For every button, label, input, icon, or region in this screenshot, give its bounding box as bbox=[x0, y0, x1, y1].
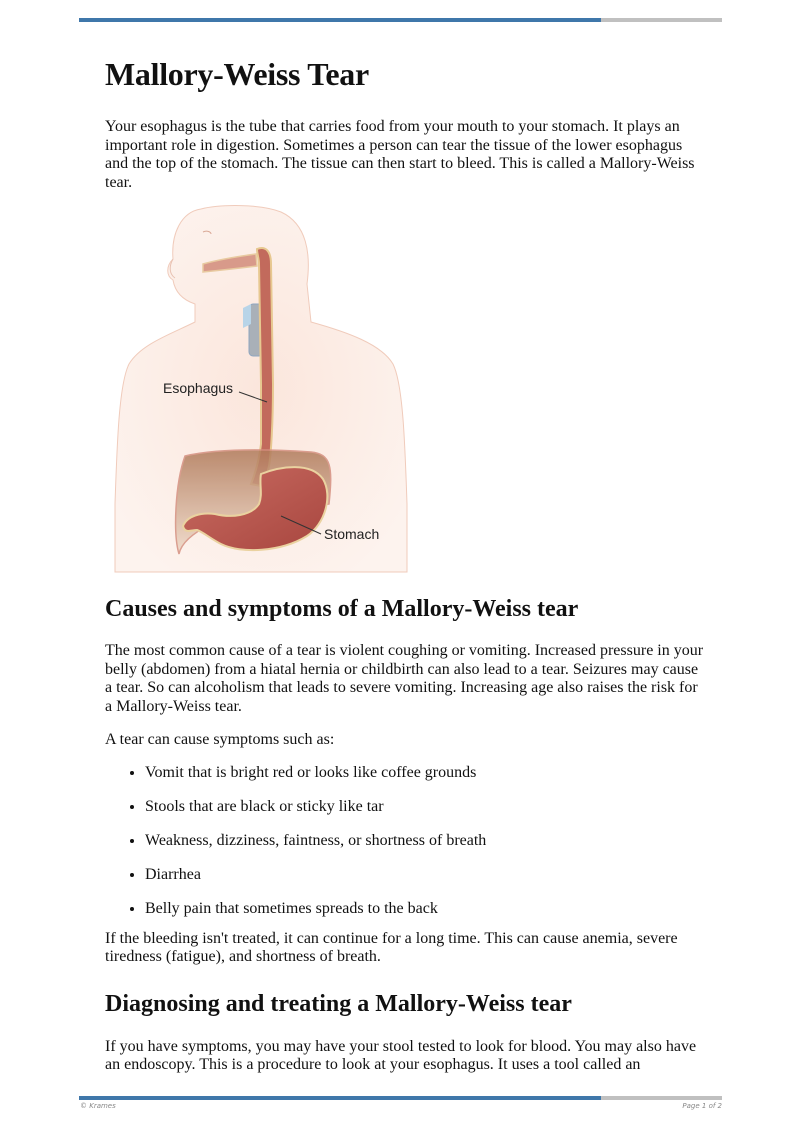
footer-progress-bar bbox=[79, 1096, 722, 1100]
list-item: • Diarrhea bbox=[145, 866, 705, 885]
list-item: • Vomit that is bright red or looks like coffee grounds bbox=[145, 764, 705, 783]
symptoms-list bbox=[105, 764, 705, 919]
page-title: Mallory-Weiss Tear bbox=[105, 56, 369, 92]
stomach-label: Stomach bbox=[324, 526, 380, 542]
anatomy-image bbox=[111, 204, 411, 574]
progress-remaining bbox=[601, 18, 722, 22]
list-item: • Belly pain that sometimes spreads to the back bbox=[145, 900, 705, 919]
section-heading-causes: Causes and symptoms of a Mallory-Weiss tear bbox=[105, 596, 579, 622]
bleeding-paragraph: If the bleeding isn't treated, it can continue for a long time. This can cause anemia, severe tiredness (fatigue), and shortness of breath. bbox=[105, 929, 678, 965]
progress-filled bbox=[79, 18, 601, 22]
progress-remaining bbox=[601, 1096, 722, 1100]
esophagus-label: Esophagus bbox=[163, 380, 234, 396]
list-item: • Weakness, dizziness, faintness, or shortness of breath bbox=[145, 832, 705, 851]
causes-paragraph: The most common cause of a tear is violent coughing or vomiting. Increased pressure in your belly (abdomen) from a hiatal hernia or childbirth can also lead to a tear. Seizures may cause a tear. So can alcoholism that leads to severe vomiting. Increasing age also raises the risk for a Mallory-Weiss tear. bbox=[105, 642, 704, 715]
footer-copyright: © Krames bbox=[80, 1102, 116, 1110]
progress-filled bbox=[79, 1096, 601, 1100]
header-progress-bar bbox=[79, 18, 722, 22]
symptoms-intro: A tear can cause symptoms such as: bbox=[105, 731, 335, 748]
diagnosis-paragraph: If you have symptoms, you may have your stool tested to look for blood. You may also have an endoscopy. This is a procedure to look at your esophagus. It uses a tool called an bbox=[105, 1037, 697, 1073]
list-item: • Stools that are black or sticky like tar bbox=[145, 798, 705, 817]
section-heading-diagnosis: Diagnosing and treating a Mallory-Weiss tear bbox=[105, 990, 572, 1017]
esophagus-illustration bbox=[111, 204, 411, 574]
document-body bbox=[105, 52, 705, 1075]
footer-page-number: Page 1 of 2 bbox=[682, 1102, 722, 1110]
intro-paragraph: Your esophagus is the tube that carries food from your mouth to your stomach. It plays an important role in digestion. Sometimes a person can tear the tissue of the lower esophagus and the top of the stomach. The tissue can then start to bleed. This is called a Mallory-Weiss tear. bbox=[105, 118, 695, 191]
